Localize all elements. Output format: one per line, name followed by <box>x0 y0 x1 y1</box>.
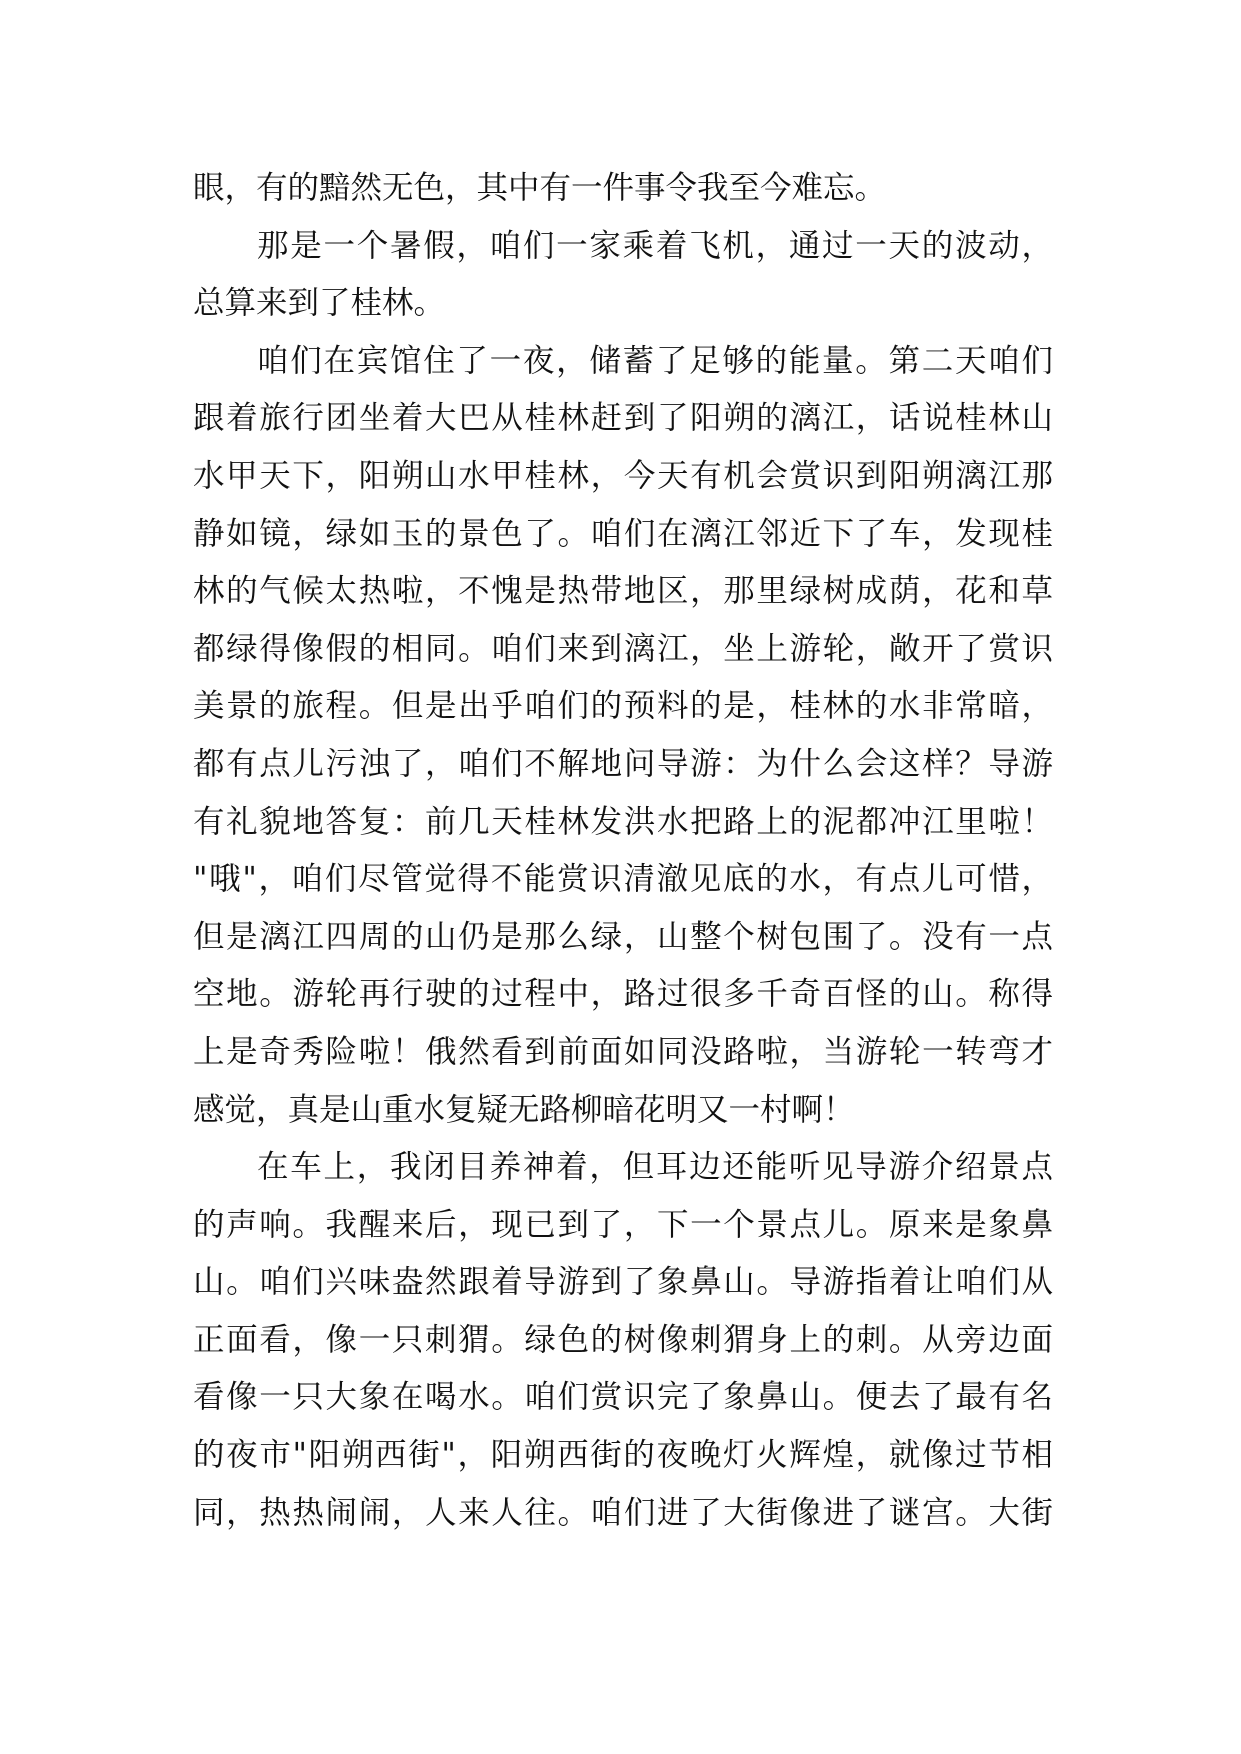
text-line: 眼，有的黯然无色，其中有一件事令我至今难忘。 <box>193 170 887 206</box>
text-line: 在车上，我闭目养神着，但耳边还能听见导游介绍景点 <box>257 1149 1053 1186</box>
text-line: 水甲天下，阳朔山水甲桂林，今天有机会赏识到阳朔漓江那 <box>193 457 1053 494</box>
text-line: 都有点儿污浊了，咱们不解地问导游：为什么会这样？导游 <box>193 745 1053 782</box>
text-line: 看像一只大象在喝水。咱们赏识完了象鼻山。便去了最有名 <box>193 1379 1053 1416</box>
text-line: 跟着旅行团坐着大巴从桂林赶到了阳朔的漓江，话说桂林山 <box>193 400 1053 437</box>
text-line: 静如镜，绿如玉的景色了。咱们在漓江邻近下了车，发现桂 <box>193 515 1053 552</box>
text-line: 那是一个暑假，咱们一家乘着飞机，通过一天的波动， <box>257 227 1053 264</box>
text-line: 感觉，真是山重水复疑无路柳暗花明又一村啊！ <box>193 1091 855 1128</box>
text-line: 总算来到了桂林。 <box>193 285 446 322</box>
text-line: 都绿得像假的相同。咱们来到漓江，坐上游轮，敞开了赏识 <box>193 630 1053 667</box>
text-line: 正面看，像一只刺猬。绿色的树像刺猬身上的刺。从旁边面 <box>193 1321 1053 1358</box>
text-line: 空地。游轮再行驶的过程中，路过很多千奇百怪的山。称得 <box>193 976 1053 1013</box>
text-line: 但是漓江四周的山仍是那么绿，山整个树包围了。没有一点 <box>193 918 1053 955</box>
text-line: 山。咱们兴味盎然跟着导游到了象鼻山。导游指着让咱们从 <box>193 1264 1053 1301</box>
text-line: 美景的旅程。但是出乎咱们的预料的是，桂林的水非常暗， <box>193 688 1053 725</box>
text-line: 上是奇秀险啦！俄然看到前面如同没路啦，当游轮一转弯才 <box>193 1033 1053 1070</box>
document-body <box>193 160 1053 1542</box>
text-line: 有礼貌地答复：前几天桂林发洪水把路上的泥都冲江里啦！ <box>193 803 1053 840</box>
text-line: "哦"，咱们尽管觉得不能赏识清澈见底的水，有点儿可惜， <box>193 861 1053 898</box>
text-line: 林的气候太热啦，不愧是热带地区，那里绿树成荫，花和草 <box>193 573 1053 610</box>
text-line: 的夜市"阳朔西街"，阳朔西街的夜晚灯火辉煌，就像过节相 <box>193 1437 1053 1474</box>
text-line: 咱们在宾馆住了一夜，储蓄了足够的能量。第二天咱们 <box>257 342 1053 379</box>
text-line: 同，热热闹闹，人来人往。咱们进了大街像进了谜宫。大街 <box>193 1494 1053 1531</box>
text-line: 的声响。我醒来后，现已到了，下一个景点儿。原来是象鼻 <box>193 1206 1053 1243</box>
